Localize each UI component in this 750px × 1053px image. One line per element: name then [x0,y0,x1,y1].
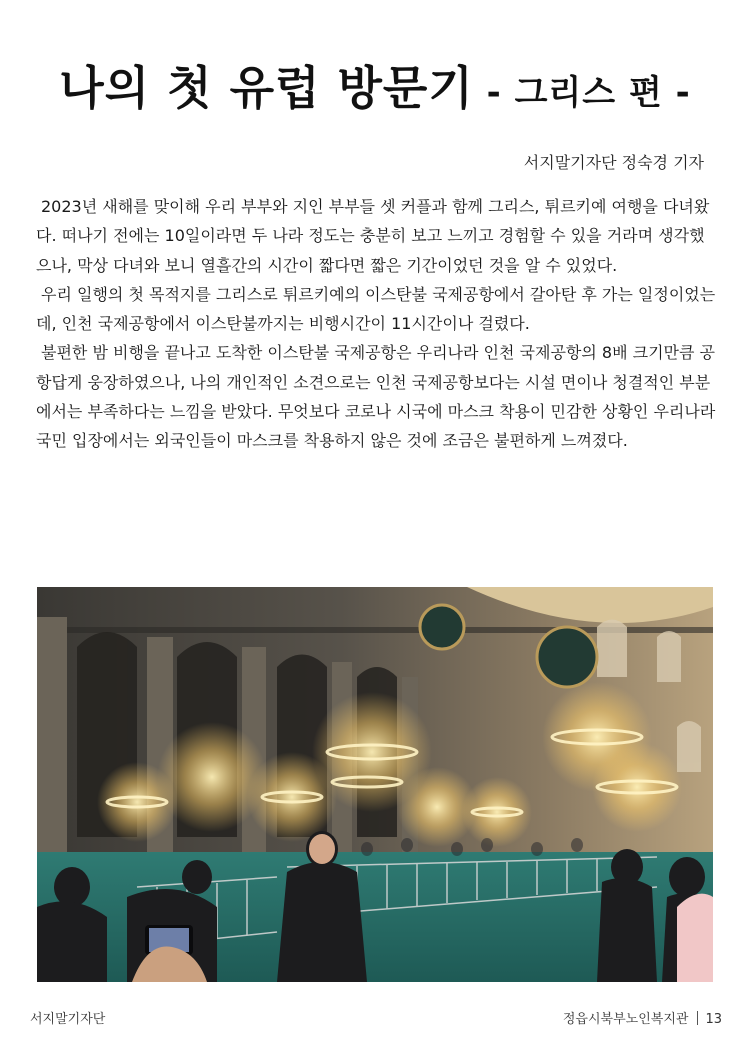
paragraph: 2023년 새해를 맞이해 우리 부부와 지인 부부들 셋 커플과 함께 그리스, 튀르키예 여행을 다녀왔다. 떠나기 전에는 10일이라면 두 나라 정도는 충분히 보고 느끼고 경험할 수 있을 거라며 생각했으나, 막상 다녀와 보니 열흘간의 시간이 짧다면 짧은 기간이었던 것을 알 수 있었다. [36,197,710,275]
title-sub: - 그리스 편 - [473,73,691,113]
article-title [0,52,750,118]
footer-publisher: 서지말기자단 [30,1012,106,1027]
hagia-sophia-interior-photo [37,587,713,982]
byline: 서지말기자단 정숙경 기자 [523,153,704,172]
footer-org-page [563,1008,722,1027]
page-number: 13 [705,1012,722,1027]
article-body [36,192,716,456]
paragraph: 불편한 밤 비행을 끝나고 도착한 이스탄불 국제공항은 우리나라 인천 국제공항의 8배 크기만큼 공항답게 웅장하였으나, 나의 개인적인 소견으로는 인천 국제공항보다는 시설 면이나 청결적인 부분에서는 부족하다는 느낌을 받았다. 무엇보다 코로나 시국에 마스크 착용이 민감한 상황인 우리나라 국민 입장에서는 외국인들이 마스크를 착용하지 않은 것에 조금은 불편하게 느껴졌다. [36,343,716,451]
footer-organization: 정읍시북부노인복지관 [562,1012,689,1027]
paragraph: 우리 일행의 첫 목적지를 그리스로 튀르키예의 이스탄불 국제공항에서 갈아탄 후 가는 일정이었는데, 인천 국제공항에서 이스탄불까지는 비행시간이 11시간이나 걸렸다. [36,284,716,334]
footer-divider [697,1011,698,1025]
title-main: 나의 첫 유럽 방문기 [59,61,474,115]
